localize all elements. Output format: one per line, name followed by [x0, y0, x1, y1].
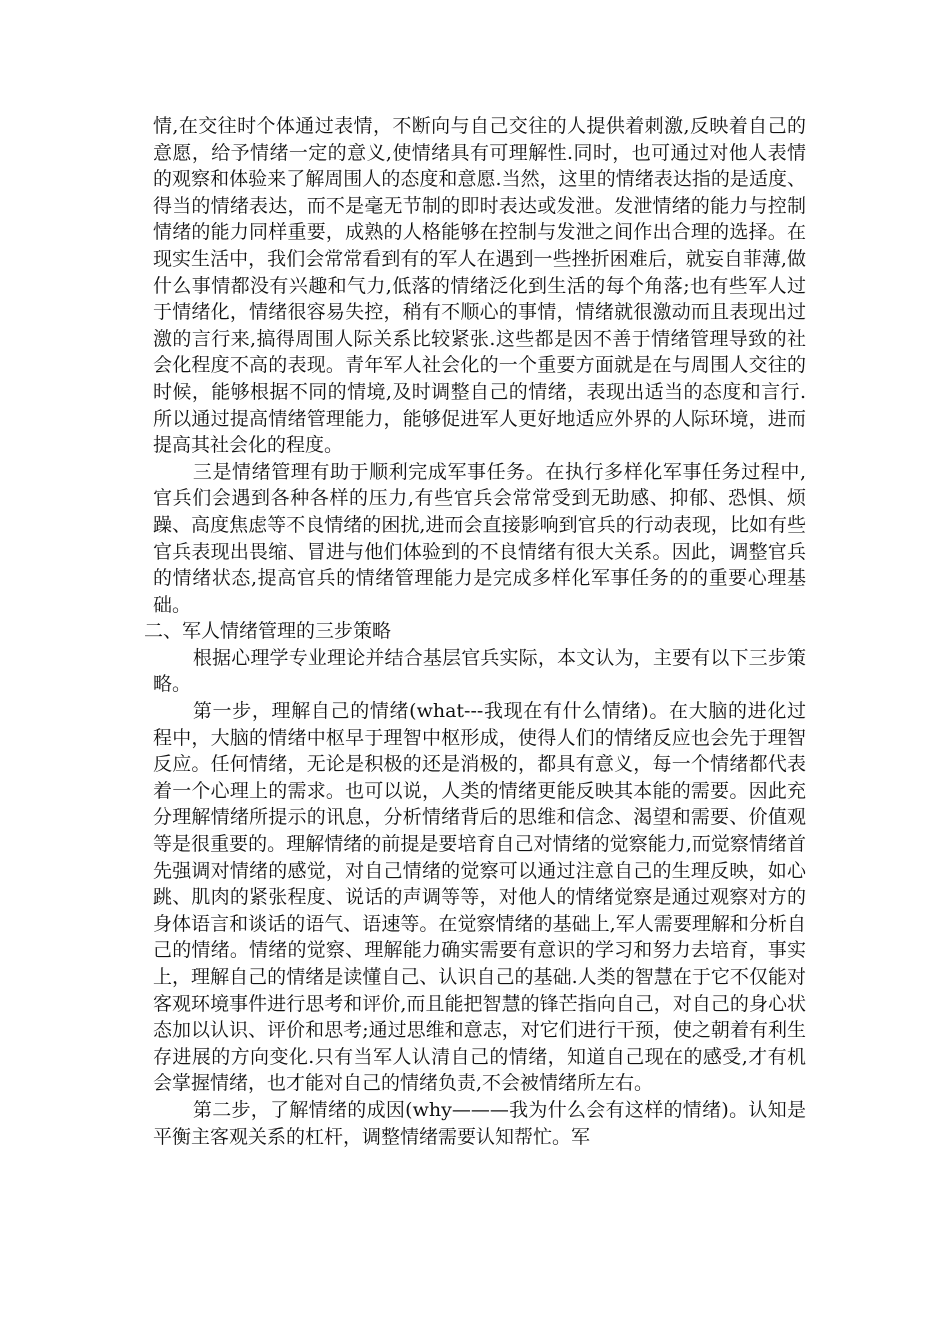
section-heading-three-steps: 二、军人情绪管理的三步策略 [144, 620, 392, 643]
body-text [144, 113, 806, 1150]
paragraph-intro-strategies: 根据心理学专业理论并结合基层官兵实际，本文认为，主要有以下三步策略。 [153, 646, 806, 696]
paragraph-step-one: 第一步，理解自己的情绪(what---我现在有什么情绪)。在大脑的进化过程中，大脑的情绪中枢早于理智中枢形成，使得人们的情绪反应也会先于理智反应。任何情绪，无论是积极的还是消极的，都具有意义，每一个情绪都代表着一个心理上的需求。也可以说，人类的情绪更能反映其本能的需要。因此充分理解情绪所提示的讯息，分析情绪背后的思维和信念、渴望和需要、价值观等是很重要的。理解情绪的前提是要培育自己对情绪的觉察能力,而觉察情绪首先强调对情绪的感觉，对自己情绪的觉察可以通过注意自己的生理反映，如心跳、肌肉的紧张程度、说话的声调等等，对他人的情绪觉察是通过观察对方的身体语言和谈话的语气、语速等。在觉察情绪的基础上,军人需要理解和分析自己的情绪。情绪的觉察、理解能力确实需要有意识的学习和努力去培育，事实上，理解自己的情绪是读懂自己、认识自己的基础.人类的智慧在于它不仅能对客观环境事件进行思考和评价,而且能把智慧的锋芒指向自己，对自己的身心状态加以认识、评价和思考;通过思维和意志，对它们进行干预，使之朝着有利生存进展的方向变化.只有当军人认清自己的情绪，知道自己现在的感受,才有机会掌握情绪，也才能对自己的情绪负责,不会被情绪所左右。 [153, 700, 806, 1095]
paragraph-step-two: 第二步，了解情绪的成因(why———我为什么会有这样的情绪)。认知是平衡主客观关系的杠杆，调整情绪需要认知帮忙。军 [153, 1098, 806, 1148]
paragraph-military-tasks: 三是情绪管理有助于顺利完成军事任务。在执行多样化军事任务过程中,官兵们会遇到各种各样的压力,有些官兵会常常受到无助感、抑郁、恐惧、烦躁、高度焦虑等不良情绪的困扰,进而会直接影响到官兵的行动表现，比如有些官兵表现出畏缩、冒进与他们体验到的不良情绪有很大关系。因此，调整官兵的情绪状态,提高官兵的情绪管理能力是完成多样化军事任务的的重要心理基础。 [153, 460, 806, 616]
paragraph-socialization-cont: 情,在交往时个体通过表情，不断向与自己交往的人提供着刺激,反映着自己的意愿，给予情绪一定的意义,使情绪具有可理解性.同时，也可通过对他人表情的观察和体验来了解周围人的态度和意愿.当然，这里的情绪表达指的是适度、得当的情绪表达，而不是毫无节制的即时表达或发泄。发泄情绪的能力与控制情绪的能力同样重要，成熟的人格能够在控制与发泄之间作出合理的选择。在现实生活中，我们会常常看到有的军人在遇到一些挫折困难后，就妄自菲薄,做什么事情都没有兴趣和气力,低落的情绪泛化到生活的每个角落;也有些军人过于情绪化，情绪很容易失控，稍有不顺心的事情，情绪就很激动而且表现出过激的言行来,搞得周围人际关系比较紧张.这些都是因不善于情绪管理导致的社会化程度不高的表现。青年军人社会化的一个重要方面就是在与周围人交往的时候，能够根据不同的情境,及时调整自己的情绪，表现出适当的态度和言行.所以通过提高情绪管理能力，能够促进军人更好地适应外界的人际环境，进而提高其社会化的程度。 [153, 115, 806, 457]
